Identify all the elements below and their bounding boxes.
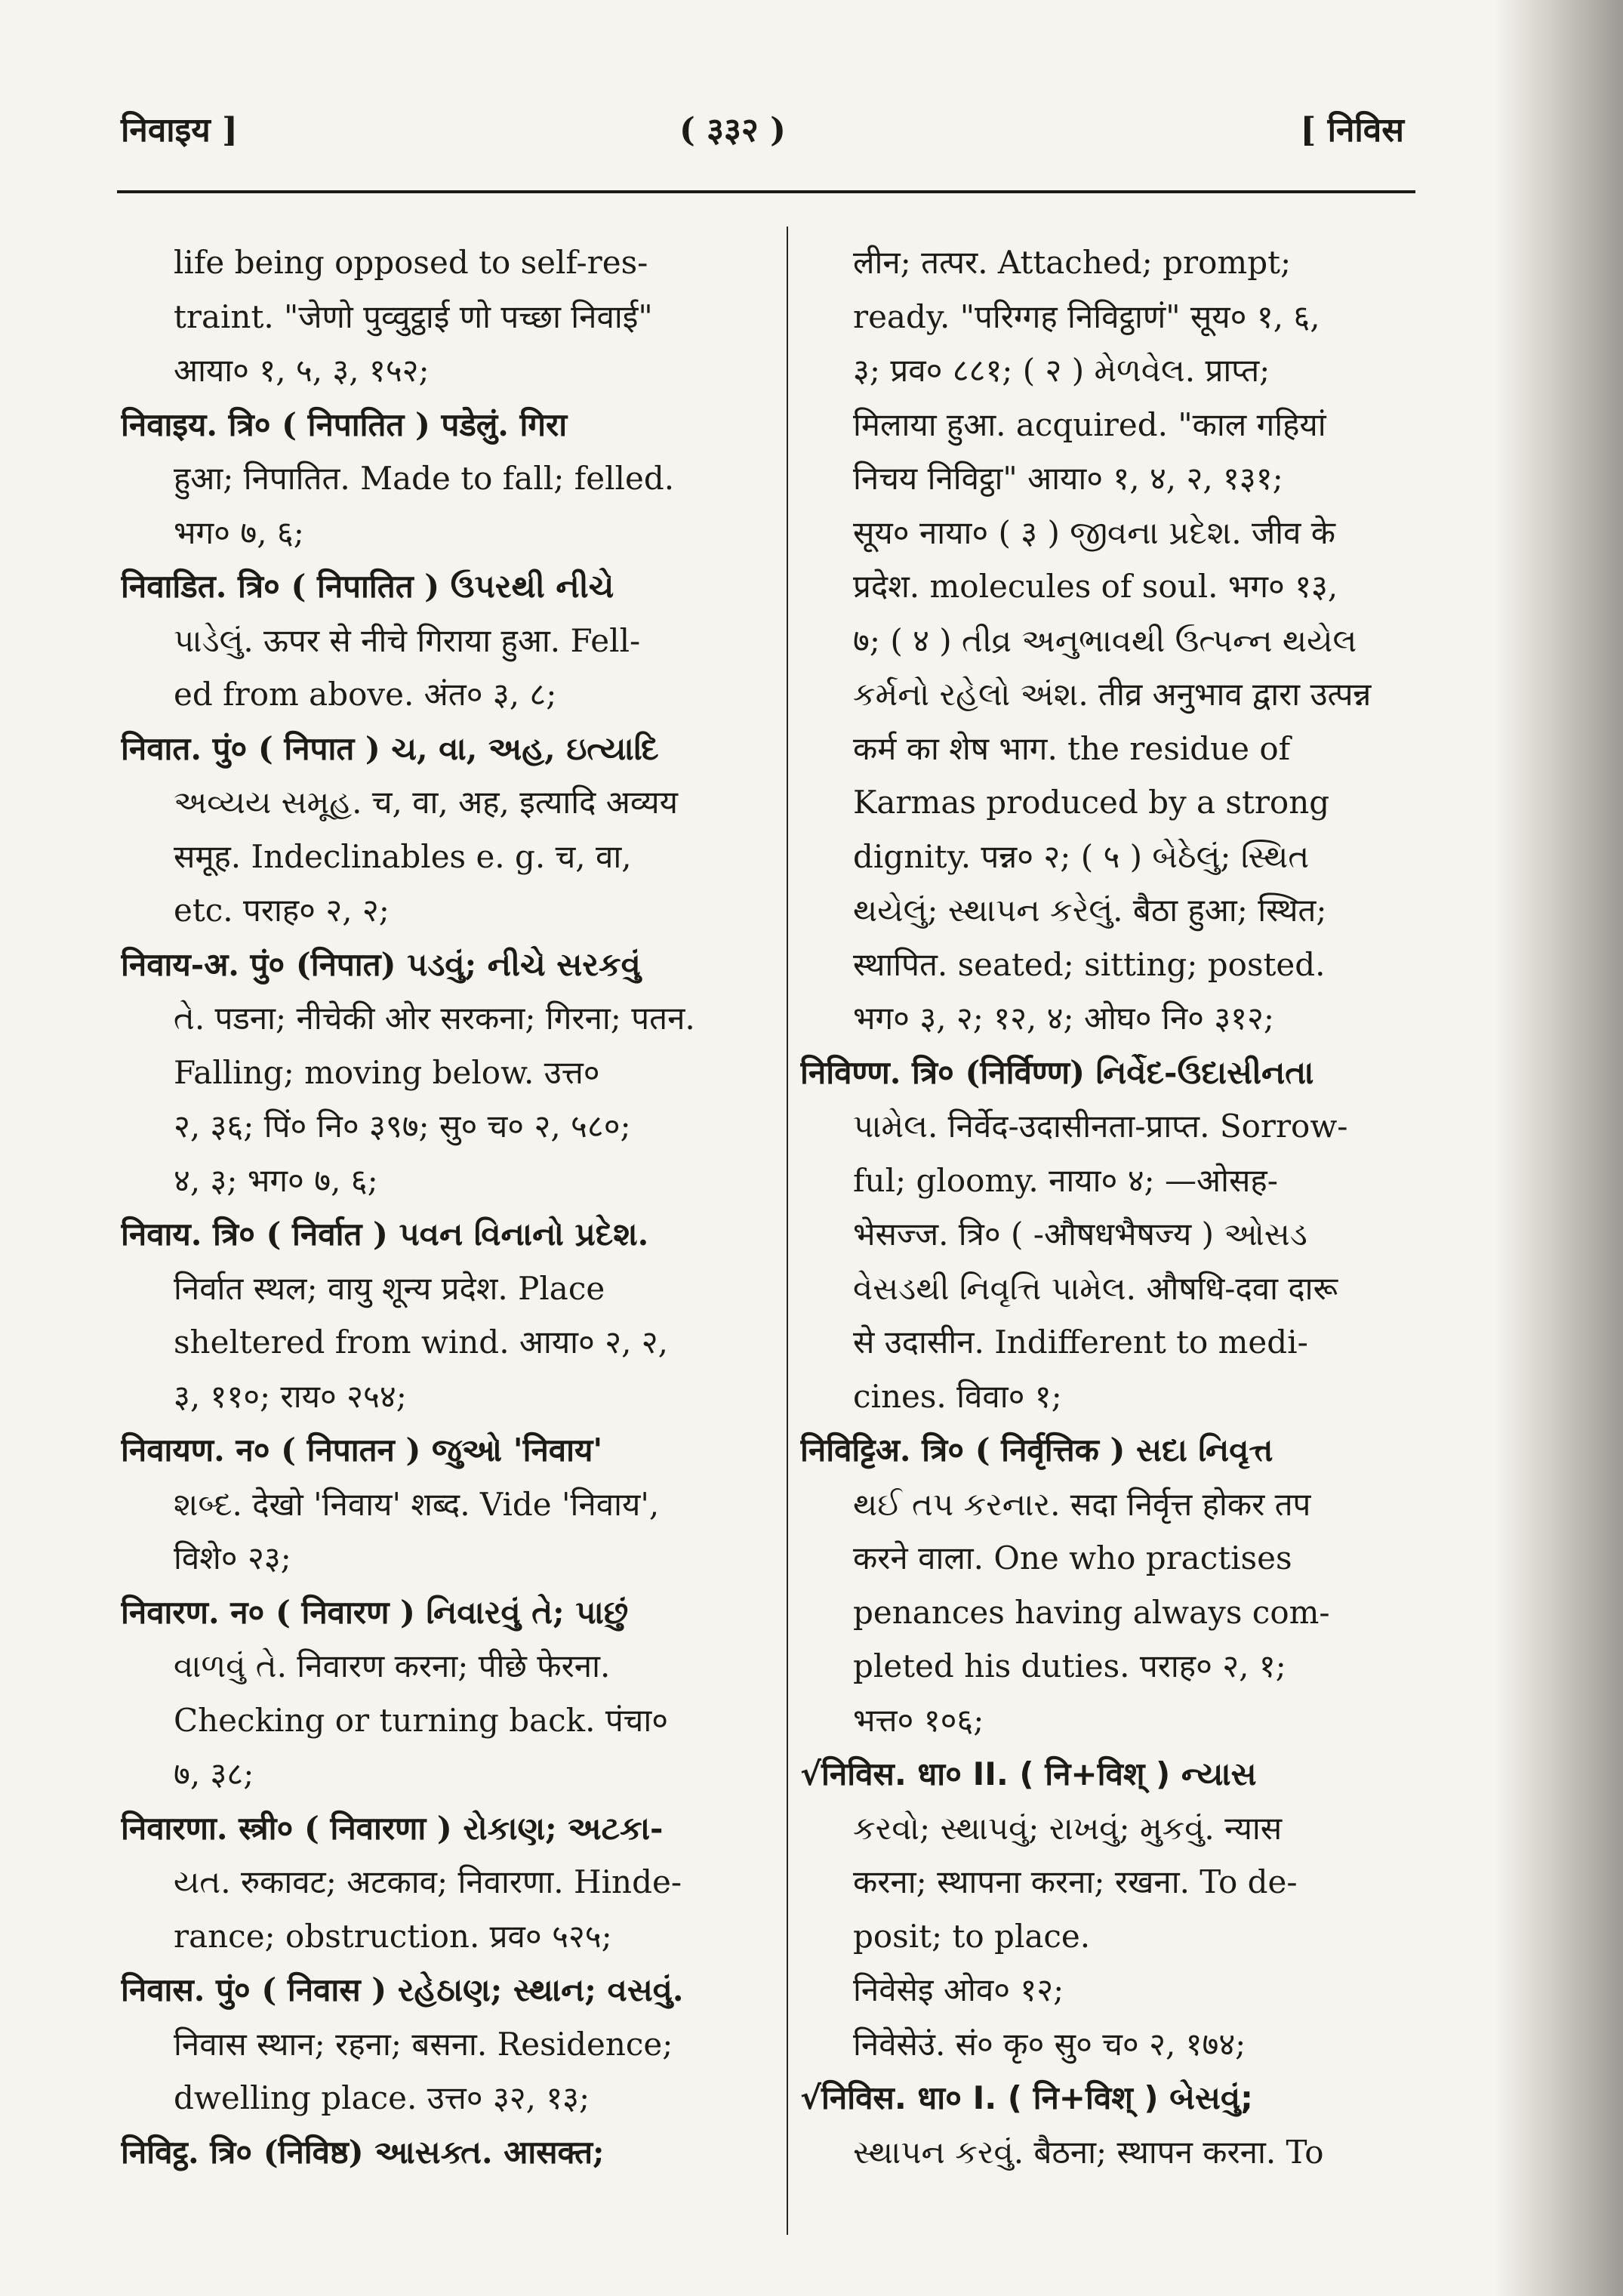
entry-headword-line: निवात. पुं० ( निपात ) ચ, વા, અહ, ઇત્યાદિ: [121, 729, 659, 767]
dictionary-line: Falling; moving below. उत्त०: [174, 1053, 600, 1091]
dictionary-line: શબ્દ. देखो 'निवाय' शब्द. Vide 'निवाय',: [174, 1485, 660, 1523]
dictionary-line: traint. "जेणो पुव्वुट्ठाई णो पच्छा निवाई": [174, 297, 653, 335]
dictionary-line: ४, ३; भग० ७, ६;: [174, 1161, 378, 1199]
dictionary-line: થઈ તપ કરનાર. सदा निर्वृत्त होकर तप: [853, 1485, 1311, 1523]
dictionary-line: સ્થાપન કરવું. बैठना; स्थापन करना. To: [853, 2133, 1324, 2171]
dictionary-line: ३, ११०; राय० २५४;: [174, 1377, 407, 1415]
column-divider: [787, 227, 788, 2235]
entry-headword-line: निवाय-अ. पुं० (निपात) પડવું; નીચે સરકવું: [121, 945, 641, 983]
dictionary-line: યત. रुकावट; अटकाव; निवारणा. Hinde-: [174, 1863, 682, 1900]
dictionary-line: लीन; तत्पर. Attached; prompt;: [853, 244, 1292, 281]
page-number: ( ३३२ ): [679, 111, 786, 149]
dictionary-line: થયેલું; સ્થાપન કરેલું. बैठा हुआ; स्थित;: [853, 892, 1327, 929]
dictionary-line: कर्म का शेष भाग. the residue of: [853, 729, 1291, 767]
dictionary-line: cines. विवा० १;: [853, 1377, 1062, 1415]
dictionary-line: से उदासीन. Indifferent to medi-: [853, 1324, 1308, 1361]
entry-headword-line: निवारणा. स्त्री० ( निवारणा ) રોકાણ; અટકા-: [121, 1809, 664, 1847]
dictionary-line: કર્મનો રહેલો અંશ. तीव्र अनुभाव द्वारा उत्पन्न: [853, 676, 1372, 713]
dictionary-line: हुआ; निपातित. Made to fall; felled.: [174, 460, 675, 497]
dictionary-line: કરવો; સ્થાપવું; રાખવું; મુકવું. न्यास: [853, 1809, 1283, 1847]
dictionary-line: વાળવું તે. निवारण करना; पीछे फेरना.: [174, 1647, 611, 1684]
dictionary-line: विशे० २३;: [174, 1539, 291, 1576]
dictionary-line: निर्वात स्थल; वायु शून्य प्रदेश. Place: [174, 1269, 605, 1307]
entry-headword-line: निविट्ठ. त्रि० (निविष्ठ) આસક્ત. आसक्त;: [121, 2133, 605, 2171]
dictionary-line: dignity. पन्न० २; ( ५ ) બેઠેલું; સ્થિત: [853, 837, 1310, 875]
dictionary-line: Karmas produced by a strong: [853, 784, 1330, 821]
scan-edge-shadow: [1495, 0, 1623, 2296]
dictionary-line: करने वाला. One who practises: [853, 1539, 1292, 1576]
dictionary-line: प्रदेश. molecules of soul. भग० १३,: [853, 568, 1338, 605]
dictionary-line: penances having always com-: [853, 1593, 1330, 1631]
entry-headword-line: निवारण. न० ( निवारण ) નિવારવું તે; પાછું: [121, 1593, 629, 1631]
right-column: [800, 236, 1431, 2179]
dictionary-line: ७, ३८;: [174, 1755, 254, 1792]
dictionary-line: निवेसेइ ओव० १२;: [853, 1971, 1064, 2008]
dictionary-line: २, ३६; पिं० नि० ३९७; सु० च० २, ५८०;: [174, 1108, 631, 1145]
dictionary-line: मिलाया हुआ. acquired. "काल गहियां: [853, 405, 1326, 443]
dictionary-line: भग० ७, ६;: [174, 513, 304, 551]
dictionary-line: life being opposed to self-res-: [174, 244, 648, 281]
page-header: [121, 106, 1404, 159]
dictionary-line: ful; gloomy. नाया० ४; —ओसह-: [853, 1161, 1278, 1199]
entry-headword-line: निवायण. न० ( निपातन ) જુઓ 'निवाय': [121, 1432, 603, 1469]
header-rule: [117, 190, 1415, 193]
entry-headword-line: निवास. पुं० ( निवास ) રહેઠાણ; સ્થાન; વસવું.: [121, 1971, 684, 2008]
entry-headword-line: निविट्टिअ. त्रि० ( निर्वृत्तिक ) સદા નિવૃત્ત: [800, 1432, 1273, 1469]
dictionary-line: ७; ( ४ ) તીવ્ર અનુભાવથી ઉત્પન્ન થયેલ: [853, 621, 1357, 659]
root-entry-line: √निविस. धा० I. ( नि+विश् ) બેસવું;: [800, 2079, 1253, 2116]
dictionary-line: posit; to place.: [853, 1917, 1091, 1955]
entry-headword-line: निवाय. त्रि० ( निर्वात ) પવન વિનાનો પ્રદેશ.: [121, 1216, 649, 1253]
header-left-guideword: निवाइय ]: [121, 111, 238, 149]
dictionary-line: ready. "परिग्गह निविट्ठाणं" सूय० १, ६,: [853, 297, 1320, 335]
dictionary-line: निचय निविट्ठा" आया० १, ४, २, १३१;: [853, 460, 1283, 497]
dictionary-line: सूय० नाया० ( ३ ) જીવના પ્રદેશ. जीव के: [853, 513, 1335, 551]
entry-headword-line: निवाइय. त्रि० ( निपातित ) पडेलुं. गिरा: [121, 405, 568, 443]
dictionary-line: rance; obstruction. प्रव० ५२५;: [174, 1917, 612, 1955]
entry-headword-line: निविण्ण. त्रि० (निर्विण्ण) નિર્વેદ-ઉદાસીનતા: [800, 1053, 1314, 1091]
dictionary-line: pleted his duties. पराह० २, १;: [853, 1647, 1286, 1684]
dictionary-line: પાડેલું. ऊपर से नीचे गिराया हुआ. Fell-: [174, 621, 641, 659]
left-column: [121, 236, 751, 2179]
root-entry-line: √निविस. धा० II. ( नि+विश् ) ન્યાસ: [800, 1755, 1257, 1792]
dictionary-line: निवास स्थान; रहना; बसना. Residence;: [174, 2025, 673, 2063]
dictionary-line: Checking or turning back. पंचा०: [174, 1701, 669, 1739]
entry-headword-line: निवाडित. त्रि० ( निपातित ) ઉપરથી નીચે: [121, 568, 614, 605]
dictionary-line: વેસડથી નિવૃત્તિ પામેલ. औषधि-दवा दारू: [853, 1269, 1338, 1307]
dictionary-line: भेसज्ज. त्रि० ( -औषधभैषज्य ) ઓસડ: [853, 1216, 1307, 1253]
dictionary-line: आया० १, ५, ३, १५२;: [174, 352, 430, 389]
dictionary-line: અવ્યય સમૂહ. च, वा, अह, इत्यादि अव्यय: [174, 784, 678, 821]
dictionary-line: પામેલ. निर्वेद-उदासीनता-प्राप्त. Sorrow-: [853, 1108, 1348, 1145]
header-right-guideword: [ निविस: [1300, 111, 1404, 149]
dictionary-line: dwelling place. उत्त० ३२, १३;: [174, 2079, 590, 2116]
dictionary-line: sheltered from wind. आया० २, २,: [174, 1324, 668, 1361]
dictionary-line: भग० ३, २; १२, ४; ओघ० नि० ३१२;: [853, 1000, 1274, 1037]
dictionary-line: भत्त० १०६;: [853, 1701, 984, 1739]
dictionary-line: समूह. Indeclinables e. g. च, वा,: [174, 837, 632, 875]
dictionary-line: ed from above. अंत० ३, ८;: [174, 676, 557, 713]
dictionary-line: निवेसेउं. सं० कृ० सु० च० २, १७४;: [853, 2025, 1246, 2063]
dictionary-line: તે. पडना; नीचेकी ओर सरकना; गिरना; पतन.: [174, 1000, 695, 1037]
dictionary-line: etc. पराह० २, २;: [174, 892, 390, 929]
dictionary-line: ३; प्रव० ८८१; ( २ ) મેળવેલ. प्राप्त;: [853, 352, 1270, 389]
dictionary-line: करना; स्थापना करना; रखना. To de-: [853, 1863, 1298, 1900]
dictionary-line: स्थापित. seated; sitting; posted.: [853, 945, 1326, 983]
